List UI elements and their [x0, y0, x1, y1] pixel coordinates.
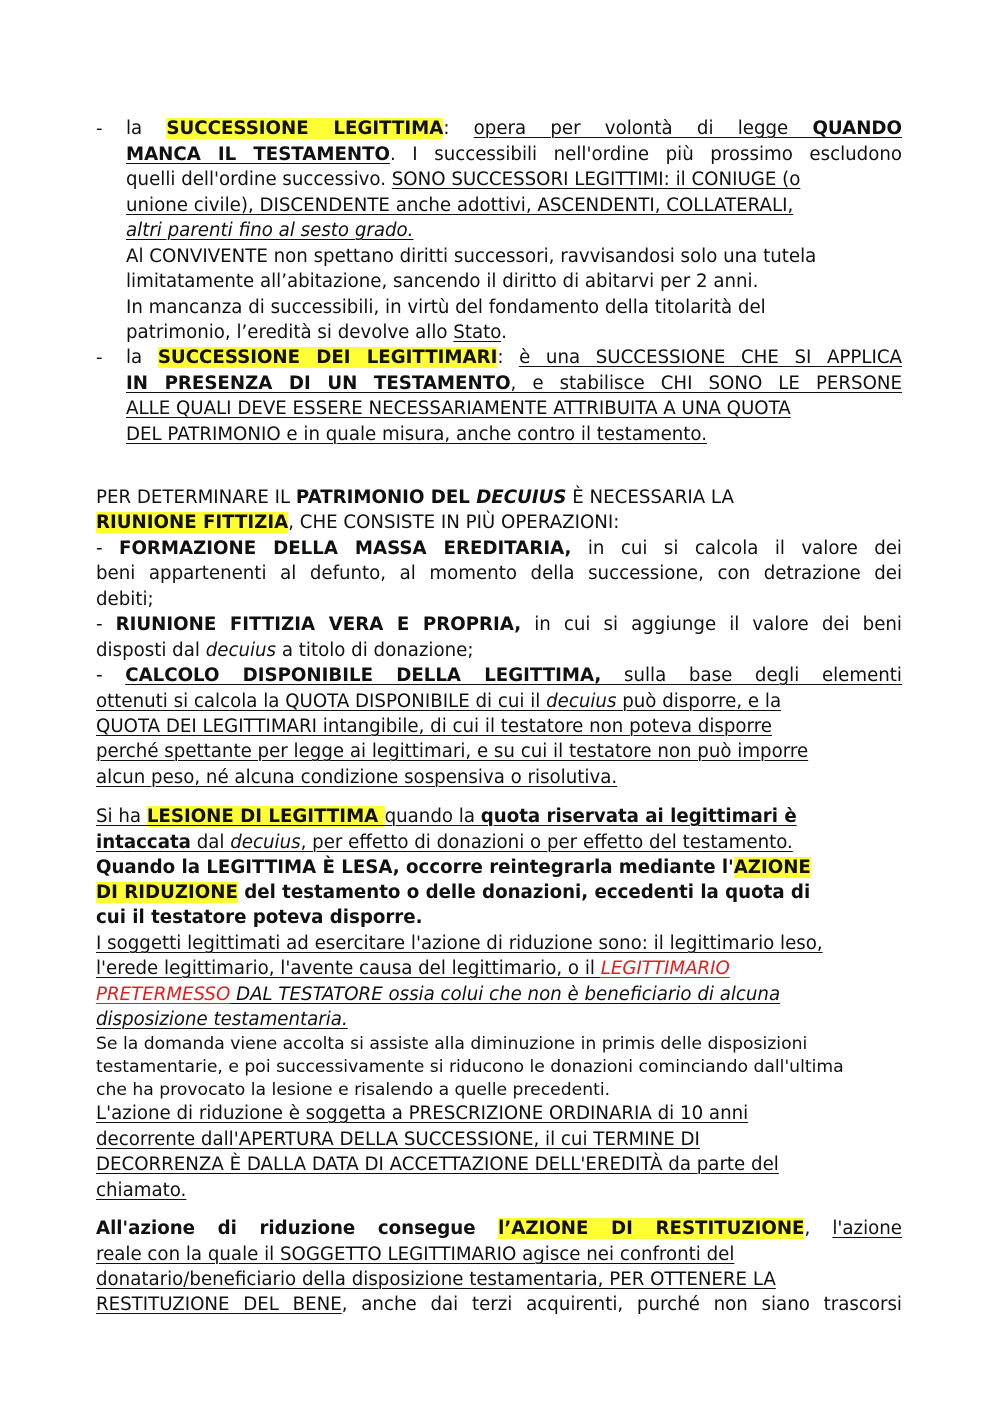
bullet-dash: - — [96, 347, 103, 368]
underlined-text: può disporre, e la — [616, 691, 782, 712]
underlined-text: opera per volontà di legge — [473, 118, 813, 139]
text: la — [126, 347, 158, 368]
italic-underlined-text: decuius — [546, 691, 617, 712]
underlined-text: SONO SUCCESSORI LEGITTIMI: il CONIUGE (o — [391, 169, 801, 190]
underlined-text: DEL PATRIMONIO e in quale misura, anche contro il testamento. — [126, 424, 708, 445]
line: testamentarie, e poi successivamente si riducono le donazioni cominciando dall'ultima — [96, 1057, 844, 1077]
line — [126, 398, 902, 419]
highlight-term: SUCCESSIONE DEI LEGITTIMARI — [157, 347, 498, 368]
red-italic-text: PRETERMESSO — [96, 984, 231, 1005]
underlined-text: RESTITUZIONE DEL BENE — [96, 1294, 342, 1315]
line — [96, 741, 902, 762]
italic-underlined-text: decuius — [230, 832, 301, 853]
underlined-text: l'erede legittimario, l'avente causa del legittimario, o il — [96, 958, 601, 979]
underlined-text: Si ha — [96, 806, 147, 827]
line — [96, 716, 902, 737]
bold-italic-text: DECUIUS — [476, 487, 567, 508]
highlight-term: l’AZIONE DI RESTITUZIONE — [498, 1218, 805, 1239]
bold-underlined-text: MANCA IL TESTAMENTO — [126, 144, 390, 165]
line — [96, 487, 902, 508]
line — [126, 220, 902, 241]
text: , anche dai terzi acquirenti, purché non siano trascorsi — [341, 1294, 902, 1315]
underlined-text: , per effetto di donazioni o per effetto del testamento. — [300, 832, 793, 853]
line — [96, 1180, 902, 1201]
bold-underlined-text: IN PRESENZA DI UN TESTAMENTO — [126, 373, 511, 394]
line — [96, 767, 902, 788]
underlined-text: decorrente dall'APERTURA DELLA SUCCESSIONE, il cui TERMINE DI — [96, 1129, 700, 1150]
line — [96, 1154, 902, 1175]
red-italic-text: LEGITTIMARIO — [600, 958, 730, 979]
line — [96, 806, 902, 827]
line — [126, 373, 902, 394]
bold-text: All'azione di riduzione consegue — [96, 1218, 499, 1239]
highlight-term: RIUNIONE FITTIZIA — [96, 512, 289, 533]
text: patrimonio, l’eredità si devolve allo — [126, 322, 454, 343]
underlined-text: QUOTA DEI LEGITTIMARI intangibile, di cui il testatore non poteva disporre — [96, 716, 772, 737]
underlined-text: DECORRENZA È DALLA DATA DI ACCETTAZIONE DELL'EREDITÀ da parte del — [96, 1154, 779, 1175]
line — [96, 933, 902, 954]
line — [126, 322, 902, 343]
line — [96, 984, 902, 1005]
text: - — [96, 614, 116, 635]
bold-text: PATRIMONIO DEL — [295, 487, 477, 508]
underlined-text: , e stabilisce CHI SONO LE PERSONE — [510, 373, 903, 394]
bold-text: Quando la LEGITTIMA È LESA, occorre reintegrarla mediante l' — [96, 857, 734, 878]
highlight-term: AZIONE — [733, 857, 811, 878]
line — [96, 1218, 902, 1239]
line — [96, 832, 902, 853]
underlined-text: chiamato. — [96, 1180, 187, 1201]
underlined-text: Stato — [453, 322, 502, 343]
line — [126, 144, 902, 165]
italic-underlined-text: altri parenti fino al sesto grado. — [126, 220, 414, 241]
line: debiti; — [96, 589, 154, 610]
text: quelli dell'ordine successivo. — [126, 169, 392, 190]
text: PER DETERMINARE IL — [96, 487, 296, 508]
line — [126, 347, 902, 368]
highlight-term: SUCCESSIONE LEGITTIMA — [166, 118, 444, 139]
text: in cui si calcola il valore dei — [571, 538, 902, 559]
line — [96, 1103, 902, 1124]
underlined-text: unione civile), DISCENDENTE anche adottivi, ASCENDENTI, COLLATERALI, — [126, 195, 794, 216]
line — [126, 424, 902, 445]
italic-underlined-text: disposizione testamentaria. — [96, 1009, 348, 1030]
underlined-text: dal — [190, 832, 231, 853]
bold-underlined-text: CALCOLO DISPONIBILE DELLA LEGITTIMA, — [125, 665, 602, 686]
underlined-text: reale con la quale il SOGGETTO LEGITTIMARIO agisce nei confronti del — [96, 1244, 735, 1265]
text: , CHE CONSISTE IN PIÙ OPERAZIONI: — [288, 512, 620, 533]
line: Se la domanda viene accolta si assiste alla diminuzione in primis delle disposizioni — [96, 1034, 808, 1054]
text: . — [501, 322, 507, 343]
text: a titolo di donazione; — [276, 640, 474, 661]
line: cui il testatore poteva disporre. — [96, 907, 423, 928]
line: limitatamente all’abitazione, sancendo il diritto di abitarvi per 2 anni. — [126, 271, 759, 292]
underlined-text: sulla base degli elementi — [601, 665, 902, 686]
line: che ha provocato la lesione e risalendo a quelle precedenti. — [96, 1080, 611, 1100]
bold-underlined-text: quota riservata ai legittimari è — [480, 806, 797, 827]
line — [96, 1009, 902, 1030]
underlined-text: ottenuti si calcola la QUOTA DISPONIBILE di cui il — [96, 691, 547, 712]
text: . I successibili nell'ordine più prossimo escludono — [389, 144, 903, 165]
line — [96, 1269, 902, 1290]
line — [126, 169, 902, 190]
highlight-term: LESIONE DI LEGITTIMA — [146, 806, 385, 827]
line — [96, 665, 902, 686]
text: in cui si aggiunge il valore dei beni — [521, 614, 902, 635]
italic-text: decuius — [205, 640, 277, 661]
line — [126, 118, 902, 139]
line — [96, 538, 902, 559]
text: - — [96, 538, 120, 559]
line — [96, 958, 902, 979]
line — [96, 1244, 902, 1265]
line — [96, 1294, 902, 1315]
underlined-text: L'azione di riduzione è soggetta a PRESCRIZIONE ORDINARIA di 10 anni — [96, 1103, 749, 1124]
text: la — [126, 118, 167, 139]
text: - — [96, 665, 126, 686]
line — [96, 640, 902, 661]
line — [96, 882, 902, 903]
underlined-text: l'azione — [832, 1218, 902, 1239]
bold-text: FORMAZIONE DELLA MASSA EREDITARIA, — [119, 538, 572, 559]
line — [96, 614, 902, 635]
bold-underlined-text: intaccata — [96, 832, 191, 853]
underlined-text: ALLE QUALI DEVE ESSERE NECESSARIAMENTE ATTRIBUITA A UNA QUOTA — [126, 398, 791, 419]
text: È NECESSARIA LA — [566, 487, 734, 508]
underlined-text: alcun peso, né alcuna condizione sospensiva o risolutiva. — [96, 767, 618, 788]
line — [96, 857, 902, 878]
line: Al CONVIVENTE non spettano diritti successori, ravvisandosi solo una tutela — [126, 246, 817, 267]
underlined-text: perché spettante per legge ai legittimari, e su cui il testatore non può imporre — [96, 741, 809, 762]
bold-text: RIUNIONE FITTIZIA VERA E PROPRIA, — [115, 614, 522, 635]
text: : — [443, 118, 474, 139]
line — [96, 1129, 902, 1150]
text: , — [804, 1218, 833, 1239]
highlight-term: DI RIDUZIONE — [96, 882, 238, 903]
underlined-text: quando la — [384, 806, 481, 827]
line: In mancanza di successibili, in virtù del fondamento della titolarità del — [126, 297, 766, 318]
line — [96, 512, 902, 533]
bold-underlined-text: QUANDO — [812, 118, 902, 139]
underlined-text: è una SUCCESSIONE CHE SI APPLICA — [519, 347, 902, 368]
bold-text: del testamento o delle donazioni, eccedenti la quota di — [237, 882, 811, 903]
bullet-dash: - — [96, 118, 103, 139]
text: : — [497, 347, 520, 368]
underlined-text: donatario/beneficiario della disposizione testamentaria, PER OTTENERE LA — [96, 1269, 776, 1290]
line — [96, 691, 902, 712]
line: beni appartenenti al defunto, al momento della successione, con detrazione dei — [96, 563, 902, 584]
line — [126, 195, 902, 216]
text: disposti dal — [96, 640, 206, 661]
underlined-text: I soggetti legittimati ad esercitare l'azione di riduzione sono: il legittimario leso, — [96, 933, 823, 954]
italic-underlined-text: DAL TESTATORE ossia colui che non è beneficiario di alcuna — [230, 984, 781, 1005]
